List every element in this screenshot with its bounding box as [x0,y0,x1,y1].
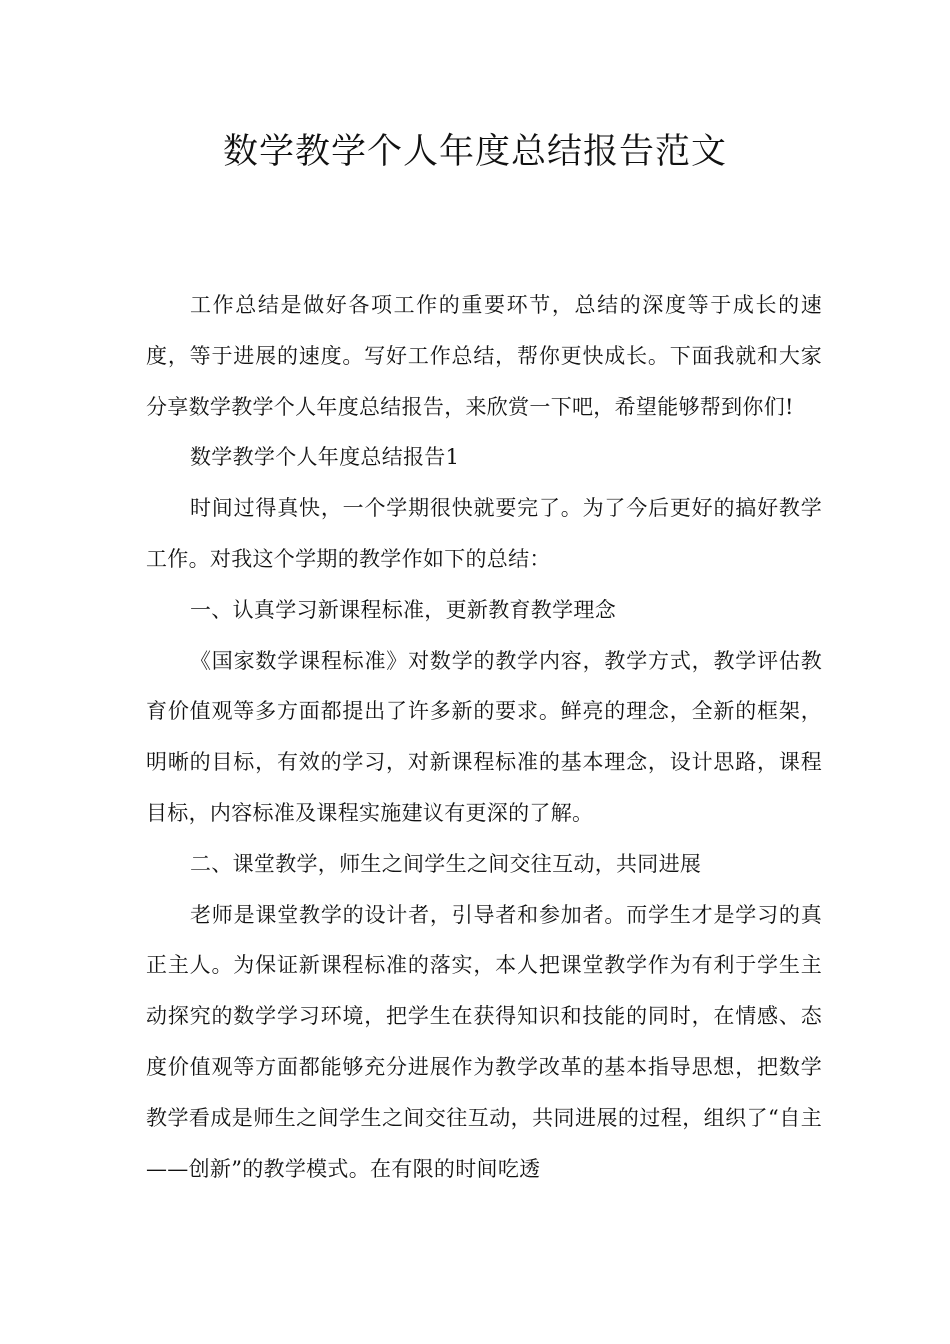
section-heading-2: 二、课堂教学，师生之间学生之间交往互动，共同进展 [190,851,702,876]
document-title: 数学教学个人年度总结报告范文 [222,132,727,172]
intro-paragraph: 工作总结是做好各项工作的重要环节，总结的深度等于成长的速度，等于进展的速度。写好工作总结，帮你更快成长。下面我就和大家分享数学教学个人年度总结报告，来欣赏一下吧，希望能够帮到你们! [146,293,822,419]
section-heading-1: 一、认真学习新课程标准，更新教育教学理念 [190,597,616,622]
report-heading: 数学教学个人年度总结报告1 [190,445,460,470]
opening-paragraph: 时间过得真快，一个学期很快就要完了。为了今后更好的搞好教学工作。对我这个学期的教学作如下的总结： [146,496,822,571]
document-body [146,280,822,1194]
section-2-paragraph: 老师是课堂教学的设计者，引导者和参加者。而学生才是学习的真正主人。为保证新课程标准的落实，本人把课堂教学作为有利于学生主动探究的数学学习环境，把学生在获得知识和技能的同时，在情感、态度价值观等方面都能够充分进展作为教学改革的基本指导思想，把数学教学看成是师生之间学生之间交往互动，共同进展的过程，组织了“自主——创新”的教学模式。在有限的时间吃透 [146,902,822,1181]
section-1-paragraph: 《国家数学课程标准》对数学的教学内容，教学方式，教学评估教育价值观等多方面都提出了许多新的要求。鲜亮的理念，全新的框架，明晰的目标，有效的学习，对新课程标准的基本理念，设计思路，课程目标，内容标准及课程实施建议有更深的了解。 [146,648,822,825]
